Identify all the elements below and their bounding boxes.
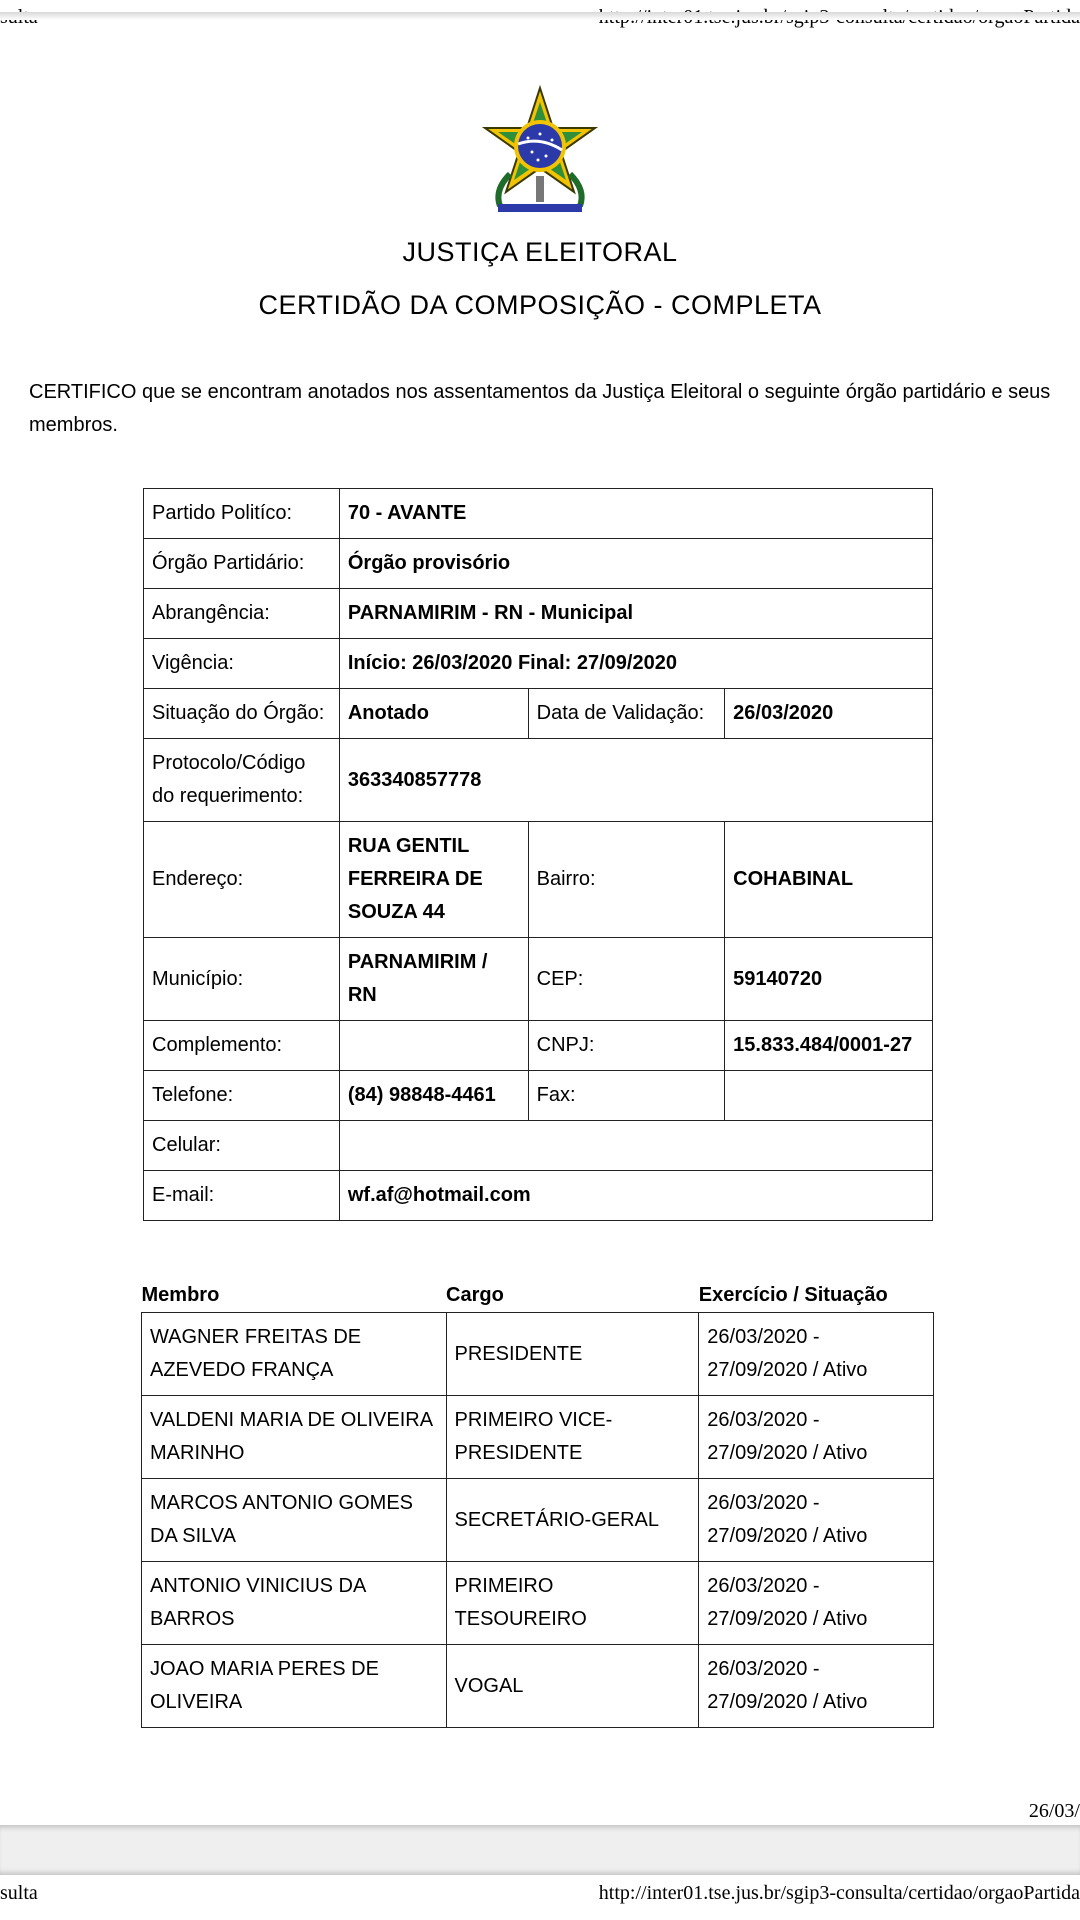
value-abrangencia: PARNAMIRIM - RN - Municipal [339, 589, 932, 639]
value-celular [339, 1121, 932, 1171]
value-email: wf.af@hotmail.com [339, 1171, 932, 1221]
value-partido: 70 - AVANTE [339, 489, 932, 539]
table-row [142, 1313, 934, 1396]
members-header-row [142, 1280, 934, 1313]
label-situacao: Situação do Órgão: [144, 689, 340, 739]
title-justica-eleitoral: JUSTIÇA ELEITORAL [402, 237, 678, 267]
member-name: JOAO MARIA PERES DE OLIVEIRA [142, 1645, 447, 1728]
row-situacao [144, 689, 933, 739]
row-partido [144, 489, 933, 539]
member-role: PRIMEIRO VICE-PRESIDENTE [446, 1396, 699, 1479]
row-email [144, 1171, 933, 1221]
value-cnpj: 15.833.484/0001-27 [725, 1021, 933, 1071]
row-protocolo [144, 739, 933, 822]
label-telefone: Telefone: [144, 1071, 340, 1121]
header-membro: Membro [141, 1284, 220, 1306]
label-fax: Fax: [528, 1071, 725, 1121]
member-term: 26/03/2020 - 27/09/2020 / Ativo [699, 1313, 934, 1396]
value-orgao: Órgão provisório [339, 539, 932, 589]
row-telefone [144, 1071, 933, 1121]
row-celular [144, 1121, 933, 1171]
member-role: PRIMEIRO TESOUREIRO [446, 1562, 699, 1645]
brazil-coat-of-arms-icon [472, 84, 608, 220]
label-complemento: Complemento: [144, 1021, 340, 1071]
title-certidao: CERTIDÃO DA COMPOSIÇÃO - COMPLETA [258, 290, 822, 320]
value-endereco: RUA GENTIL FERREIRA DE SOUZA 44 [339, 822, 528, 938]
label-endereco: Endereço: [144, 822, 340, 938]
table-row [142, 1479, 934, 1562]
row-orgao [144, 539, 933, 589]
label-vigencia: Vigência: [144, 639, 340, 689]
table-row [142, 1562, 934, 1645]
members-table [141, 1280, 934, 1728]
label-partido: Partido Politíco: [144, 489, 340, 539]
member-role: SECRETÁRIO-GERAL [446, 1479, 699, 1562]
table-row [142, 1645, 934, 1728]
value-cep: 59140720 [725, 938, 933, 1021]
label-orgao: Órgão Partidário: [144, 539, 340, 589]
print-header-left-text: sulta [0, 1882, 38, 1904]
table-row [142, 1396, 934, 1479]
label-bairro: Bairro: [528, 822, 725, 938]
print-header-bottom [0, 1878, 1080, 1908]
print-footer-date: 26/03/ [1028, 1800, 1080, 1822]
party-info-table [143, 488, 933, 1221]
label-celular: Celular: [144, 1121, 340, 1171]
value-validacao: 26/03/2020 [725, 689, 933, 739]
value-fax [725, 1071, 933, 1121]
header-exercicio: Exercício / Situação [698, 1284, 888, 1306]
row-abrangencia [144, 589, 933, 639]
value-complemento [339, 1021, 528, 1071]
row-complemento [144, 1021, 933, 1071]
member-name: ANTONIO VINICIUS DA BARROS [142, 1562, 447, 1645]
value-telefone: (84) 98848-4461 [339, 1071, 528, 1121]
row-endereco [144, 822, 933, 938]
header-cargo: Cargo [446, 1284, 504, 1306]
label-email: E-mail: [144, 1171, 340, 1221]
member-name: WAGNER FREITAS DE AZEVEDO FRANÇA [142, 1313, 447, 1396]
member-term: 26/03/2020 - 27/09/2020 / Ativo [699, 1645, 934, 1728]
value-bairro: COHABINAL [725, 822, 933, 938]
page-edge [0, 12, 1080, 20]
label-abrangencia: Abrangência: [144, 589, 340, 639]
label-protocolo: Protocolo/Código do requerimento: [144, 739, 340, 822]
label-validacao: Data de Validação: [528, 689, 725, 739]
value-situacao: Anotado [339, 689, 528, 739]
value-protocolo: 363340857778 [339, 739, 932, 822]
value-municipio: PARNAMIRIM / RN [339, 938, 528, 1021]
value-vigencia: Início: 26/03/2020 Final: 27/09/2020 [339, 639, 932, 689]
member-term: 26/03/2020 - 27/09/2020 / Ativo [699, 1479, 934, 1562]
row-vigencia [144, 639, 933, 689]
page-break [0, 1825, 1080, 1875]
label-cep: CEP: [528, 938, 725, 1021]
row-municipio [144, 938, 933, 1021]
label-cnpj: CNPJ: [528, 1021, 725, 1071]
member-name: VALDENI MARIA DE OLIVEIRA MARINHO [142, 1396, 447, 1479]
label-municipio: Município: [144, 938, 340, 1021]
member-term: 26/03/2020 - 27/09/2020 / Ativo [699, 1562, 934, 1645]
print-header-url: http://inter01.tse.jus.br/sgip3-consulta/certidao/orgaoPartida [598, 1882, 1080, 1904]
member-term: 26/03/2020 - 27/09/2020 / Ativo [699, 1396, 934, 1479]
member-name: MARCOS ANTONIO GOMES DA SILVA [142, 1479, 447, 1562]
member-role: VOGAL [446, 1645, 699, 1728]
member-role: PRESIDENTE [446, 1313, 699, 1396]
intro-paragraph: CERTIFICO que se encontram anotados nos assentamentos da Justiça Eleitoral o seguinte órgão partidário e seus membros. [29, 381, 1051, 436]
